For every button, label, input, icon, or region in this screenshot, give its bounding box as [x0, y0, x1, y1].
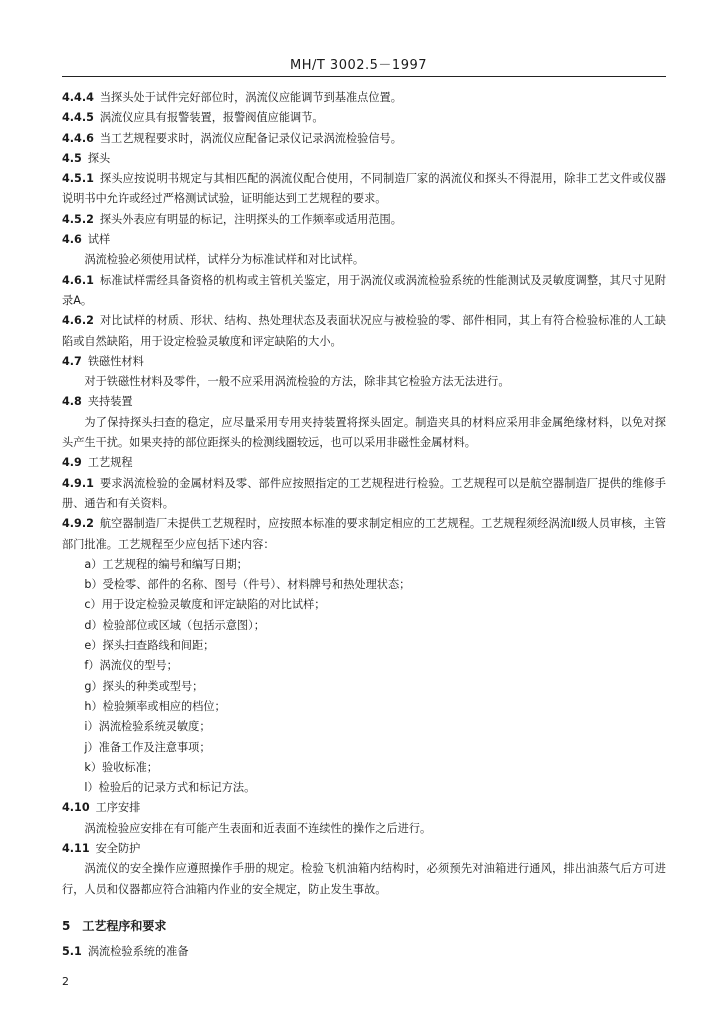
list-item: l）检验后的记录方式和标记方法。: [84, 781, 256, 795]
clause-text: 要求涡流检验的金属材料及零、部件应按照指定的工艺规程进行检验。工艺规程可以是航空器制造厂提供的维修手册、通告和有关资料。: [62, 476, 666, 510]
clause-text: 对于铁磁性材料及零件，一般不应采用涡流检验的方法，除非其它检验方法无法进行。: [84, 375, 510, 389]
clause-text: 当探头处于试件完好部位时，涡流仪应能调节到基准点位置。: [99, 91, 402, 104]
clause-number: 4.6.1: [62, 273, 94, 287]
clause-text: 标准试样需经具备资格的机构或主管机关鉴定，用于涡流仪或涡流检验系统的性能测试及灵敏度调整，其尺寸见附录A。: [62, 273, 666, 307]
clause-text: 探头外表应有明显的标记，注明探头的工作频率或适用范围。: [99, 212, 402, 226]
clause-number: 4.4.5: [62, 111, 94, 125]
document-code-header: MH/T 3002.5－1997: [289, 58, 428, 73]
clause-text: 铁磁性材料: [87, 354, 144, 368]
paragraph: [62, 149, 666, 169]
list-item: g）探头的种类或型号；: [84, 679, 204, 693]
clause-number: 4.9: [62, 456, 82, 470]
paragraph: [62, 108, 666, 128]
list-item: h）检验频率或相应的档位；: [84, 699, 226, 713]
section-5-1-heading: [62, 942, 666, 962]
paragraph: [62, 88, 666, 108]
clause-number: 4.6.2: [62, 314, 94, 328]
list-item: j）准备工作及注意事项；: [84, 740, 211, 754]
paragraph: [62, 311, 666, 352]
paragraph: [62, 129, 666, 149]
clause-number: 4.8: [62, 395, 82, 409]
clause-text: 涡流仪应具有报警装置，报警阀值应能调节。: [99, 111, 324, 125]
paragraph: [62, 474, 666, 515]
clause-number: 4.7: [62, 354, 82, 368]
clause-text: 夹持装置: [87, 395, 133, 409]
page-number: 2: [62, 975, 69, 988]
paragraph: [62, 453, 666, 473]
list-item: i）涡流检验系统灵敏度；: [84, 720, 211, 734]
paragraph: [62, 250, 666, 270]
clause-text: 对比试样的材质、形状、结构、热处理状态及表面状况应与被检验的零、部件相同，其上有符合检验标准的人工缺陷或自然缺陷，用于设定检验灵敏度和评定缺陷的大小。: [62, 314, 666, 348]
clause-number: 4.9.2: [62, 517, 94, 531]
paragraph: [62, 839, 666, 859]
paragraph-group-4-tail: [62, 798, 666, 899]
paragraph: [62, 169, 666, 210]
clause-number: 4.10: [62, 801, 90, 815]
clause-title: 涡流检验系统的准备: [87, 945, 189, 959]
clause-number: 4.6: [62, 233, 82, 247]
paragraph: [62, 352, 666, 372]
clause-text: 试样: [87, 233, 111, 247]
paragraph: [62, 210, 666, 230]
list-item: e）探头扫查路线和间距；: [84, 639, 215, 653]
clause-text: 探头: [87, 151, 111, 165]
paragraph: [62, 271, 666, 312]
paragraph: [62, 392, 666, 412]
document-body: [62, 88, 666, 962]
list-item: b）受检零、部件的名称、图号（件号）、材料牌号和热处理状态；: [84, 578, 411, 592]
paragraph: [62, 372, 666, 392]
clause-text: 涡流检验必须使用试样，试样分为标准试样和对比试样。: [84, 253, 365, 267]
clause-text: 工艺规程: [87, 456, 133, 470]
clause-text: 涡流仪的安全操作应遵照操作手册的规定。检验飞机油箱内结构时，必须预先对油箱进行通风，排出油蒸气后方可进行，人员和仪器都应符合油箱内作业的安全规定，防止发生事故。: [62, 862, 666, 896]
list-item: k）验收标准；: [84, 760, 158, 774]
list-item: f）涡流仪的型号；: [84, 659, 178, 673]
procedure-content-list: [62, 555, 666, 799]
section-number: 5: [62, 918, 71, 933]
paragraph: [62, 819, 666, 839]
list-item: c）用于设定检验灵敏度和评定缺陷的对比试样；: [84, 598, 326, 612]
clause-number: 4.11: [62, 841, 90, 855]
paragraph-group-4: [62, 88, 666, 555]
clause-text: 探头应按说明书规定与其相匹配的涡流仪配合使用，不同制造厂家的涡流仪和探头不得混用，除非工艺文件或仪器说明书中允许或经过严格测试试验，证明能达到工艺规程的要求。: [62, 172, 666, 206]
clause-number: 5.1: [62, 945, 82, 959]
clause-number: 4.5: [62, 151, 82, 165]
clause-number: 4.4.6: [62, 131, 94, 145]
clause-number: 4.5.2: [62, 212, 94, 226]
clause-text: 当工艺规程要求时，涡流仪应配备记录仪记录涡流检验信号。: [99, 131, 402, 145]
paragraph: [62, 514, 666, 555]
clause-number: 4.9.1: [62, 476, 94, 490]
paragraph: [62, 859, 666, 900]
paragraph: [62, 798, 666, 818]
header-rule: [62, 76, 666, 77]
clause-text: 为了保持探头扫查的稳定，应尽量采用专用夹持装置将探头固定。制造夹具的材料应采用非金属绝缘材料，以免对探头产生干扰。如果夹持的部位距探头的检测线圈较远，也可以采用非磁性金属材料。: [62, 415, 666, 450]
clause-text: 工序安排: [95, 801, 141, 815]
clause-number: 4.4.4: [62, 91, 94, 104]
paragraph: [62, 230, 666, 250]
clause-text: 航空器制造厂未提供工艺规程时，应按照本标准的要求制定相应的工艺规程。工艺规程须经涡流Ⅱ级人员审核，主管部门批准。工艺规程至少应包括下述内容：: [62, 517, 666, 551]
section-title: 工艺程序和要求: [82, 918, 167, 933]
clause-text: 安全防护: [95, 841, 141, 855]
paragraph: [62, 413, 666, 454]
section-5-heading: [62, 916, 666, 936]
clause-number: 4.5.1: [62, 172, 94, 186]
list-item: d）检验部位或区域（包括示意图）；: [84, 618, 265, 632]
clause-text: 涡流检验应安排在有可能产生表面和近表面不连续性的操作之后进行。: [84, 821, 432, 835]
list-item: a）工艺规程的编号和编写日期；: [84, 557, 248, 571]
